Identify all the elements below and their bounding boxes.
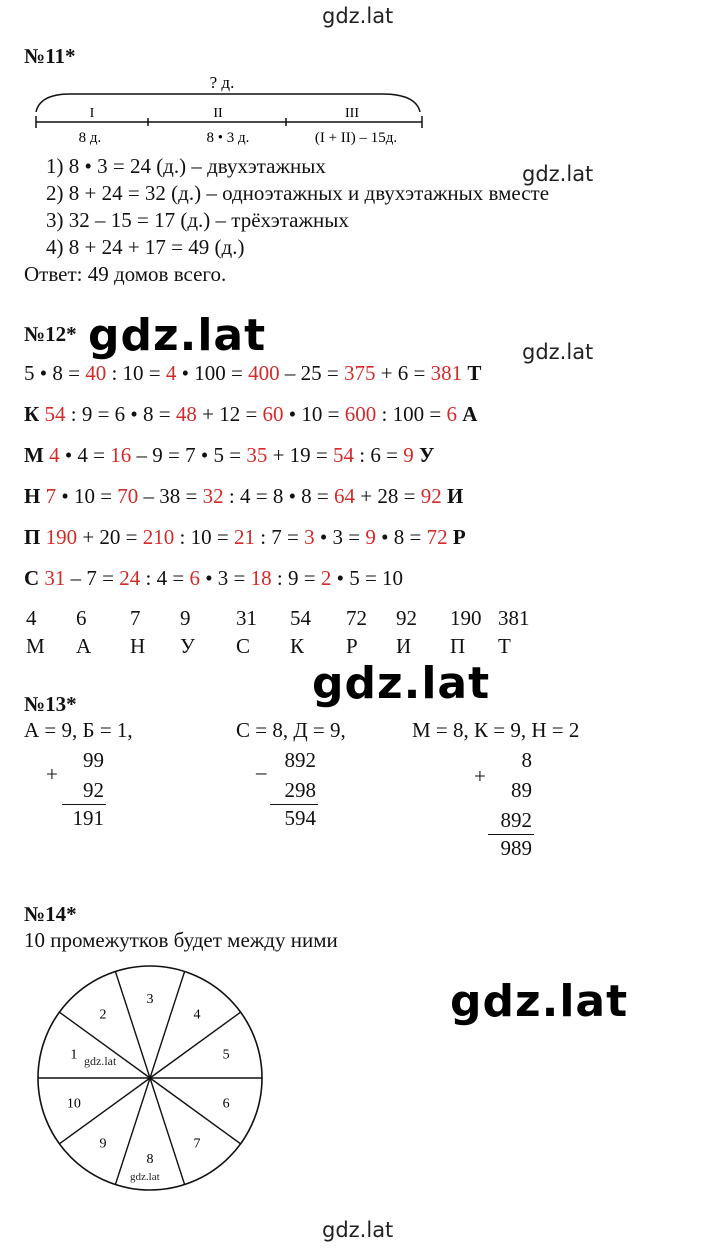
answer-value: 4	[165, 361, 177, 385]
problem-14-title: №14*	[24, 902, 77, 926]
equation-chain	[24, 361, 462, 385]
solution-step: 3) 32 – 15 = 17 (д.) – трёхэтажных	[46, 208, 349, 232]
expression-text: • 10 =	[283, 402, 345, 426]
watermark: gdz.lat	[450, 976, 629, 1027]
expression-text: : 100 =	[376, 402, 447, 426]
expression-text: + 6 =	[375, 361, 431, 385]
equation-row	[24, 525, 466, 550]
sum-line	[62, 804, 106, 805]
expression-text: + 19 =	[267, 443, 334, 467]
expression-text: – 9 = 7 • 5 =	[131, 443, 247, 467]
answer-value: 54	[333, 443, 355, 467]
key-letter: Р	[346, 634, 358, 658]
row-start-letter: Н	[24, 484, 41, 508]
segment-label-1: I	[89, 106, 95, 121]
answer-value: 18	[250, 566, 272, 590]
diagram-top-label: ? д.	[209, 73, 235, 92]
segment-diagram	[30, 70, 430, 154]
row-end-letter: Т	[467, 361, 482, 385]
answer-value: 24	[119, 566, 141, 590]
segment-label-2: II	[213, 106, 223, 121]
key-letter: Н	[130, 634, 146, 658]
problem-12-title: №12*	[24, 322, 77, 346]
answer-value: 9	[365, 525, 376, 549]
expression-text: • 3 =	[314, 525, 366, 549]
expression-text: : 10 =	[174, 525, 234, 549]
row-start-letter: К	[24, 402, 40, 426]
answer-value: 64	[334, 484, 356, 508]
expression-text: • 8 =	[375, 525, 427, 549]
result: 191	[72, 806, 104, 830]
sector-number: 10	[66, 1096, 81, 1112]
answer-value: 92	[420, 484, 442, 508]
answer-value: 32	[202, 484, 224, 508]
watermark: gdz.lat	[522, 162, 594, 186]
expression-text: 5 • 8 =	[24, 361, 86, 385]
key-letter: Т	[498, 634, 511, 658]
expression-text: + 28 =	[355, 484, 421, 508]
condition-3: М = 8, К = 9, Н = 2	[412, 718, 580, 742]
sector-number: 2	[99, 1007, 107, 1023]
operand: 892	[284, 748, 316, 772]
row-end-letter: И	[446, 484, 464, 508]
segment-label-3: III	[345, 106, 359, 121]
difference-line	[270, 804, 318, 805]
expression-text: + 20 =	[77, 525, 143, 549]
sector-number: 9	[99, 1136, 107, 1152]
key-number: 54	[290, 606, 311, 630]
divided-circle	[20, 952, 284, 1202]
sector-number: 6	[222, 1096, 230, 1112]
key-number: 6	[76, 606, 87, 630]
key-letter: С	[236, 634, 251, 658]
expression-text: • 3 =	[199, 566, 251, 590]
expression-text: • 4 =	[59, 443, 111, 467]
answer-value: 21	[233, 525, 255, 549]
equation-chain	[44, 566, 403, 590]
answer-value: 70	[117, 484, 139, 508]
expression-text: – 25 =	[279, 361, 344, 385]
result: 989	[500, 836, 532, 860]
expression-text: • 100 =	[176, 361, 249, 385]
key-letter: У	[180, 634, 195, 658]
answer-value: 381	[430, 361, 463, 385]
segment-value-2: 8 • 3 д.	[206, 130, 250, 146]
key-number: 92	[396, 606, 417, 630]
row-start-letter: М	[24, 443, 44, 467]
key-number: 190	[450, 606, 482, 630]
equation-chain	[49, 443, 414, 467]
watermark: gdz.lat	[84, 1054, 117, 1068]
equation-row	[24, 484, 463, 509]
condition-1: А = 9, Б = 1,	[24, 718, 133, 742]
row-end-letter: А	[462, 402, 478, 426]
sector-number: 8	[146, 1152, 154, 1167]
answer-value: 72	[426, 525, 448, 549]
sector-divider	[115, 971, 150, 1078]
expression-text: – 7 =	[65, 566, 120, 590]
equation-chain	[44, 402, 456, 426]
expression-text: : 10 =	[106, 361, 166, 385]
expression-text: • 5 = 10	[331, 566, 404, 590]
answer-value: 3	[304, 525, 315, 549]
segment-value-3: (I + II) – 15д.	[314, 130, 398, 146]
equation-row	[24, 566, 403, 591]
expression-text: : 9 =	[271, 566, 321, 590]
equation-chain	[46, 484, 442, 508]
answer-value: 60	[262, 402, 284, 426]
sector-number: 5	[222, 1047, 230, 1063]
key-number: 9	[180, 606, 191, 630]
answer: Ответ: 49 домов всего.	[24, 262, 227, 286]
watermark: gdz.lat	[312, 658, 491, 709]
answer-value: 40	[85, 361, 107, 385]
sector-number: 1	[70, 1047, 78, 1063]
expression-text: : 4 =	[140, 566, 190, 590]
row-end-letter: Р	[452, 525, 466, 549]
answer-value: 54	[44, 402, 66, 426]
answer-value: 400	[248, 361, 280, 385]
operand: 92	[83, 778, 104, 802]
equation-row	[24, 443, 434, 468]
watermark-top: gdz.lat	[322, 4, 394, 28]
segment-value-1: 8 д.	[78, 130, 102, 146]
expression-text: – 38 =	[138, 484, 203, 508]
key-letter: И	[396, 634, 412, 658]
operand: 8	[521, 748, 532, 772]
answer-value: 2	[320, 566, 332, 590]
answer-value: 35	[246, 443, 268, 467]
operand: 99	[83, 748, 104, 772]
key-letter: П	[450, 634, 466, 658]
result: 594	[284, 806, 316, 830]
row-start-letter: С	[24, 566, 40, 590]
watermark: gdz.lat	[130, 1171, 160, 1183]
sector-divider	[150, 1078, 185, 1185]
problem-11-title: №11*	[24, 44, 76, 68]
operand: 892	[500, 808, 532, 832]
operation-sign: +	[474, 764, 486, 788]
key-number: 31	[236, 606, 257, 630]
sector-divider	[115, 1078, 150, 1185]
problem-14-text: 10 промежутков будет между ними	[24, 928, 338, 952]
key-number: 7	[130, 606, 141, 630]
key-number: 4	[26, 606, 37, 630]
expression-text: + 12 =	[196, 402, 263, 426]
watermark: gdz.lat	[88, 310, 267, 361]
equation-chain	[46, 525, 448, 549]
operation-sign: –	[256, 760, 267, 784]
key-letters-row	[0, 634, 720, 660]
answer-value: 9	[403, 443, 414, 467]
answer-value: 48	[175, 402, 197, 426]
condition-2: С = 8, Д = 9,	[236, 718, 346, 742]
expression-text: : 6 =	[354, 443, 404, 467]
sum-line	[488, 834, 534, 835]
answer-value: 31	[44, 566, 66, 590]
key-number: 72	[346, 606, 367, 630]
watermark-bottom: gdz.lat	[322, 1218, 394, 1242]
operation-sign: +	[46, 762, 58, 786]
expression-text: : 4 = 8 • 8 =	[223, 484, 335, 508]
key-letter: К	[290, 634, 305, 658]
sector-number: 7	[193, 1136, 201, 1152]
solution-step: 4) 8 + 24 + 17 = 49 (д.)	[46, 235, 245, 259]
answer-value: 6	[446, 402, 457, 426]
row-end-letter: У	[418, 443, 435, 467]
key-letter: М	[26, 634, 45, 658]
operand: 298	[284, 778, 316, 802]
sector-divider	[150, 971, 185, 1078]
answer-value: 16	[110, 443, 132, 467]
expression-text: : 9 = 6 • 8 =	[65, 402, 176, 426]
key-number: 381	[498, 606, 530, 630]
answer-value: 210	[142, 525, 175, 549]
problem-13-title: №13*	[24, 692, 77, 716]
expression-text: • 10 =	[56, 484, 118, 508]
sector-number: 3	[146, 992, 154, 1007]
operand: 89	[511, 778, 532, 802]
answer-value: 7	[45, 484, 57, 508]
answer-value: 600	[344, 402, 377, 426]
equation-row	[24, 402, 477, 427]
solution-step: 2) 8 + 24 = 32 (д.) – одноэтажных и двухэтажных вместе	[46, 181, 550, 205]
watermark: gdz.lat	[522, 340, 594, 364]
row-start-letter: П	[24, 525, 41, 549]
answer-value: 6	[189, 566, 200, 590]
sector-number: 4	[193, 1007, 201, 1023]
key-numbers-row	[0, 606, 720, 632]
key-letter: А	[76, 634, 92, 658]
equation-row	[24, 361, 481, 386]
answer-value: 375	[343, 361, 376, 385]
solution-step: 1) 8 • 3 = 24 (д.) – двухэтажных	[46, 154, 326, 178]
answer-value: 190	[45, 525, 78, 549]
expression-text: : 7 =	[254, 525, 305, 549]
answer-value: 4	[49, 443, 60, 467]
